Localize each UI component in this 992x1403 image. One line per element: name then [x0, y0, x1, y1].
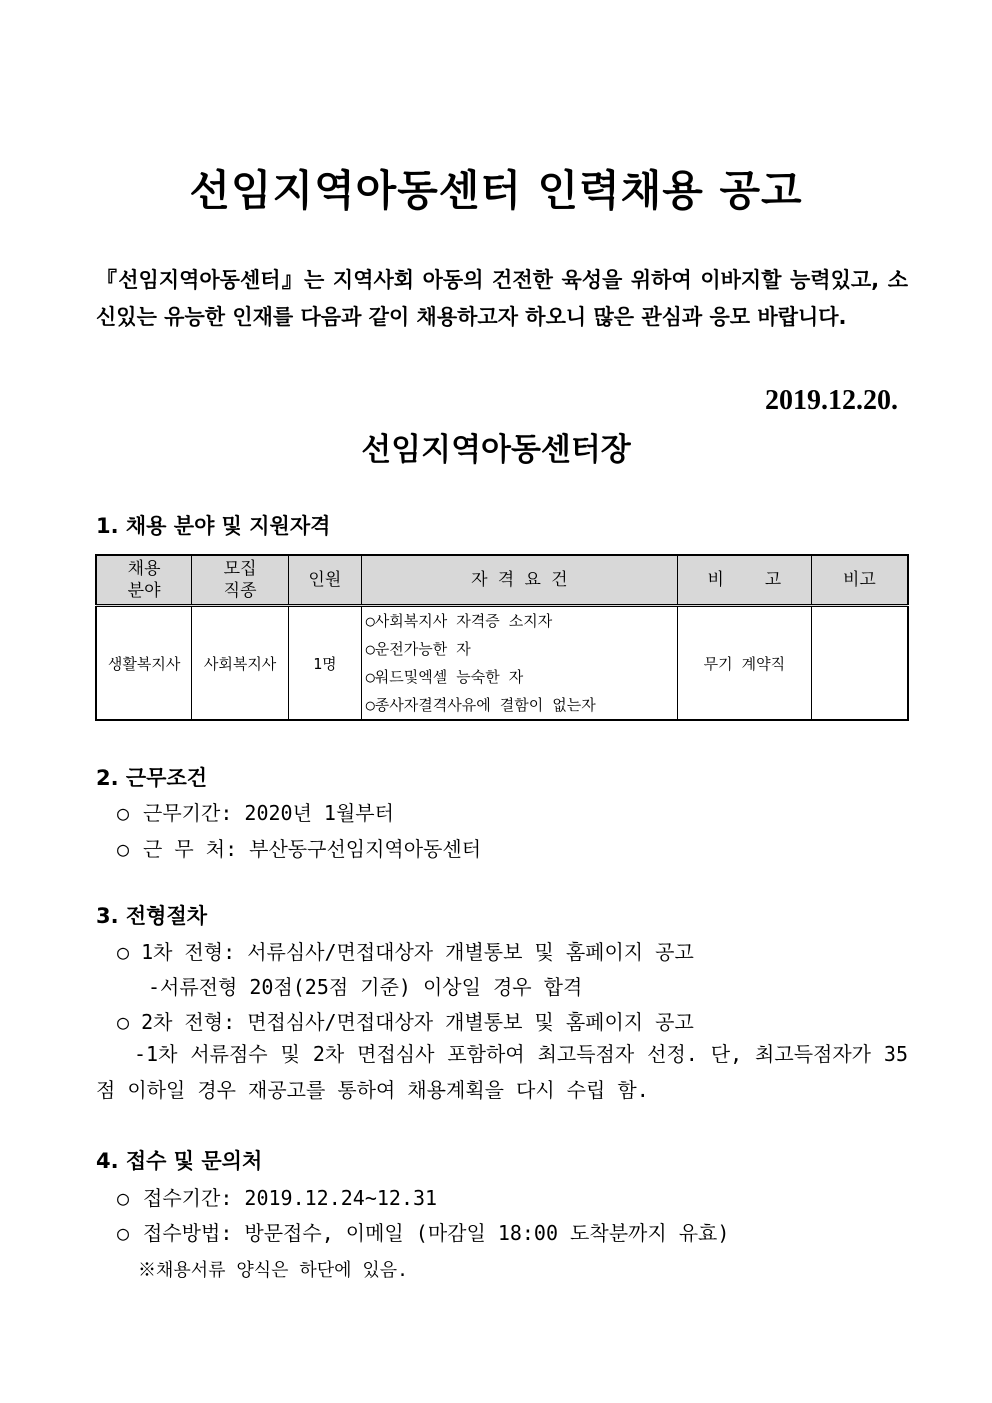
method-text: 접수방법: 방문접수, 이메일 (마감일 18:00 도착분까지 유효): [143, 1221, 730, 1245]
requirements-table: [95, 554, 909, 721]
work-period-text: 근무기간: 2020년 1월부터: [143, 801, 394, 825]
intro-paragraph: 『선임지역아동센터』는 지역사회 아동의 건전한 육성을 위하여 이바지할 능력있고, 소신있는 유능한 인재를 다음과 같이 채용하고자 하오니 많은 관심과 응모 바랍니다.: [96, 268, 908, 329]
cell-note-2: [811, 606, 908, 721]
workplace-line: [117, 833, 481, 862]
bullet-circle: ○: [117, 837, 130, 861]
cell-count: 1명: [288, 606, 361, 721]
stage-2-line: ○ 2차 전형: 면접심사/면접대상자 개별통보 및 홈페이지 공고: [117, 1010, 694, 1034]
header-note-1: 비 고: [677, 555, 811, 606]
bullet-circle: ○: [117, 1186, 130, 1210]
announcement-date: 2019.12.20.: [765, 385, 898, 416]
cell-qualifications: [361, 606, 677, 721]
qualification-item: ○운전가능한 자: [365, 640, 471, 658]
section-4-heading: 4. 접수 및 문의처: [96, 1149, 263, 1173]
qualification-item: ○종사자결격사유에 결함이 없는자: [365, 696, 596, 714]
bullet-circle: ○: [117, 801, 130, 825]
bullet-circle: ○: [117, 1221, 130, 1245]
header-qualifications: 자 격 요 건: [361, 555, 677, 606]
period-text: 접수기간: 2019.12.24~12.31: [143, 1186, 438, 1210]
cell-job: 사회복지사: [192, 606, 289, 721]
header-note-2: 비고: [811, 555, 908, 606]
header-count: 인원: [288, 555, 361, 606]
page-title: 선임지역아동센터 인력채용 공고: [189, 166, 803, 215]
cell-note-1: 무기 계약직: [677, 606, 811, 721]
section-2-heading: 2. 근무조건: [96, 766, 208, 790]
table-row: [96, 606, 908, 721]
section-3-heading: 3. 전형절차: [96, 904, 208, 928]
qualification-item: ○사회복지사 자격증 소지자: [365, 612, 553, 630]
work-period-line: [117, 797, 394, 826]
signer-title: 선임지역아동센터장: [361, 432, 631, 468]
section-1-heading: 1. 채용 분야 및 지원자격: [96, 514, 331, 538]
stage-1-line: ○ 1차 전형: 서류심사/면접대상자 개별통보 및 홈페이지 공고: [117, 940, 694, 964]
header-job: 모집 직종: [192, 555, 289, 606]
table-header-row: [96, 555, 908, 606]
cell-field: 생활복지사: [96, 606, 192, 721]
workplace-text: 근 무 처: 부산동구선임지역아동센터: [143, 837, 482, 861]
header-field: 채용 분야: [96, 555, 192, 606]
form-note: ※채용서류 양식은 하단에 있음.: [138, 1260, 409, 1281]
method-line: [117, 1217, 729, 1246]
stage-1-criteria: -서류전형 20점(25점 기준) 이상일 경우 합격: [148, 975, 583, 999]
selection-note: -1차 서류점수 및 2차 면접심사 포함하여 최고득점자 선정. 단, 최고득점자가 35점 이하일 경우 재공고를 통하여 채용계획을 다시 수립 함.: [96, 1042, 908, 1102]
period-line: [117, 1182, 437, 1211]
qualification-item: ○워드및엑셀 능숙한 자: [365, 668, 524, 686]
